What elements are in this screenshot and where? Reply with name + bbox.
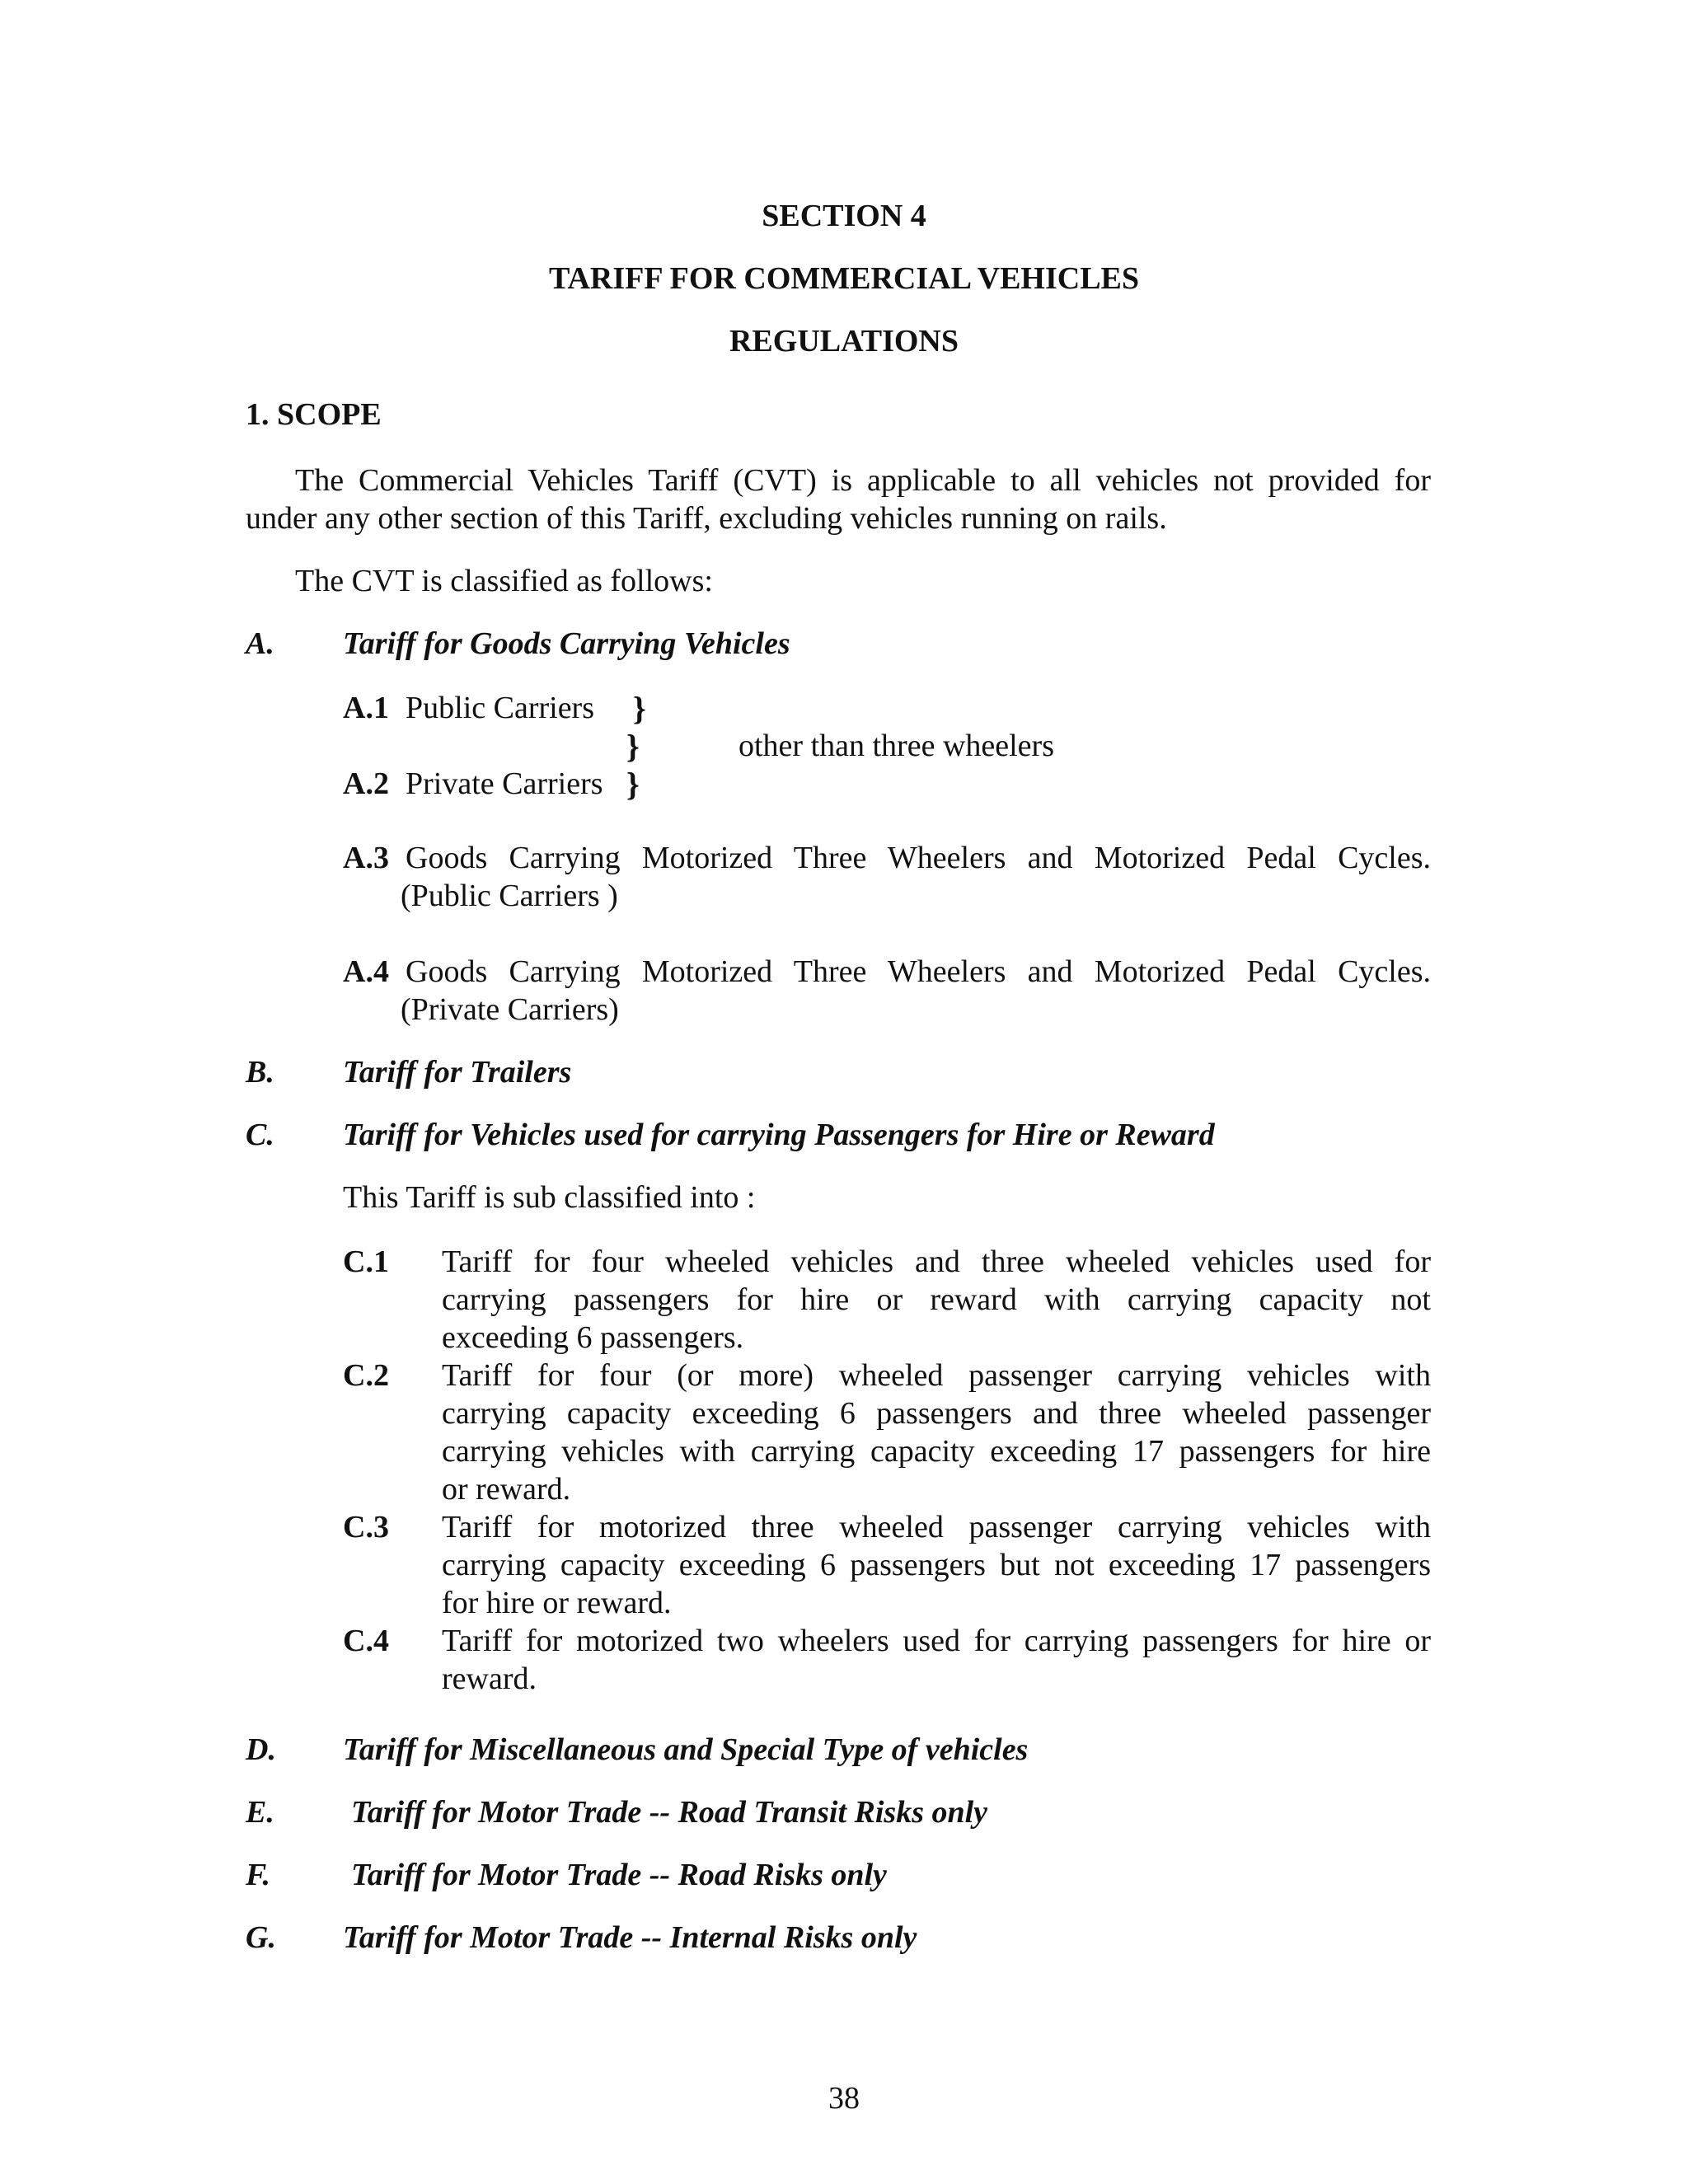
a4-line1: Goods Carrying Motorized Three Wheelers and Motorized Pedal Cycles. bbox=[406, 954, 1431, 989]
c3-number: C.3 bbox=[343, 1510, 389, 1544]
brace-note: other than three wheelers bbox=[738, 729, 1054, 763]
c1-number: C.1 bbox=[343, 1244, 389, 1279]
c2-line: or reward. bbox=[442, 1472, 571, 1507]
section-f-title: Tariff for Motor Trade -- Road Risks only bbox=[351, 1858, 887, 1892]
c2-line: carrying vehicles with carrying capacity exceeding 17 passengers for hire bbox=[442, 1434, 1431, 1469]
section-b-title: Tariff for Trailers bbox=[343, 1055, 572, 1090]
brace-icon: } bbox=[633, 690, 646, 727]
scope-para2: The CVT is classified as follows: bbox=[295, 564, 713, 598]
section-g-title: Tariff for Motor Trade -- Internal Risks only bbox=[343, 1920, 917, 1955]
brace-icon: } bbox=[626, 728, 640, 765]
scope-para-line2: under any other section of this Tariff, excluding vehicles running on rails. bbox=[246, 501, 1167, 536]
section-b-letter: B. bbox=[246, 1055, 274, 1090]
c4-line: Tariff for motorized two wheelers used for carrying passengers for hire or bbox=[442, 1624, 1431, 1658]
section-a-letter: A. bbox=[246, 626, 274, 661]
c3-line: Tariff for motorized three wheeled passenger carrying vehicles with bbox=[442, 1510, 1431, 1544]
a3-line1: Goods Carrying Motorized Three Wheelers and Motorized Pedal Cycles. bbox=[406, 841, 1431, 875]
page-subtitle: REGULATIONS bbox=[729, 324, 959, 359]
c1-line: carrying passengers for hire or reward with carrying capacity not bbox=[442, 1282, 1431, 1317]
c1-line: Tariff for four wheeled vehicles and three wheeled vehicles used for bbox=[442, 1244, 1431, 1279]
c1-line: exceeding 6 passengers. bbox=[442, 1320, 744, 1355]
c3-line: carrying capacity exceeding 6 passengers but not exceeding 17 passengers bbox=[442, 1548, 1431, 1582]
c2-number: C.2 bbox=[343, 1358, 389, 1393]
c2-line: carrying capacity exceeding 6 passengers and three wheeled passenger bbox=[442, 1396, 1431, 1431]
c2-line: Tariff for four (or more) wheeled passenger carrying vehicles with bbox=[442, 1358, 1431, 1393]
c4-line: reward. bbox=[442, 1661, 537, 1696]
scope-heading: 1. SCOPE bbox=[246, 397, 382, 432]
brace-icon: } bbox=[626, 766, 640, 803]
section-c-letter: C. bbox=[246, 1118, 274, 1152]
section-heading: SECTION 4 bbox=[762, 199, 926, 233]
c4-number: C.4 bbox=[343, 1624, 389, 1658]
a2-text: Private Carriers bbox=[406, 766, 603, 801]
scope-para-line1: The Commercial Vehicles Tariff (CVT) is applicable to all vehicles not provided for bbox=[295, 463, 1431, 498]
a3-line2: (Public Carriers ) bbox=[401, 879, 618, 913]
section-e-title: Tariff for Motor Trade -- Road Transit Risks only bbox=[351, 1795, 988, 1830]
a1-text: Public Carriers bbox=[406, 691, 595, 725]
a2-number: A.2 bbox=[343, 766, 389, 801]
a3-number: A.3 bbox=[343, 841, 389, 875]
section-g-letter: G. bbox=[246, 1920, 276, 1955]
a1-number: A.1 bbox=[343, 691, 389, 725]
a4-number: A.4 bbox=[343, 954, 389, 989]
section-e-letter: E. bbox=[246, 1795, 274, 1830]
page-title: TARIFF FOR COMMERCIAL VEHICLES bbox=[548, 261, 1140, 296]
section-c-intro: This Tariff is sub classified into : bbox=[343, 1180, 756, 1215]
section-a-title: Tariff for Goods Carrying Vehicles bbox=[343, 626, 790, 661]
section-f-letter: F. bbox=[246, 1858, 270, 1892]
a4-line2: (Private Carriers) bbox=[401, 992, 619, 1027]
section-d-letter: D. bbox=[246, 1732, 276, 1767]
c3-line: for hire or reward. bbox=[442, 1586, 672, 1620]
page-number: 38 bbox=[828, 2081, 860, 2116]
section-d-title: Tariff for Miscellaneous and Special Type of vehicles bbox=[343, 1732, 1029, 1767]
section-c-title: Tariff for Vehicles used for carrying Passengers for Hire or Reward bbox=[343, 1118, 1215, 1152]
